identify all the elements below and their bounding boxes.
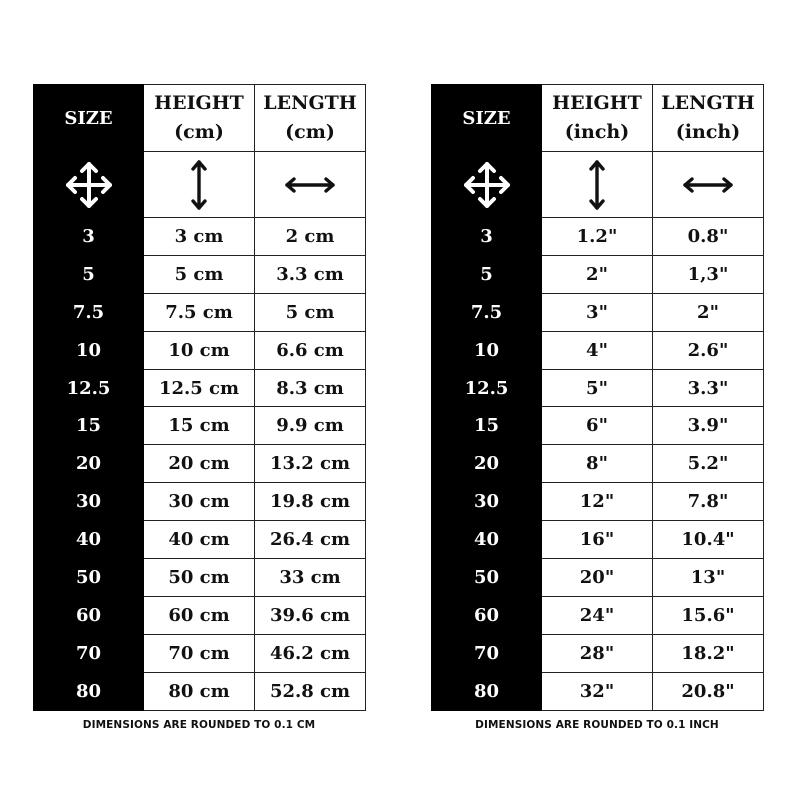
cm-height-cell: 5 cm bbox=[144, 255, 255, 293]
cm-size-chart bbox=[33, 84, 365, 731]
cm-size-table bbox=[33, 84, 366, 711]
vertical-arrow-icon bbox=[587, 159, 607, 211]
move-arrows-icon bbox=[62, 158, 116, 212]
inch-height-cell: 32" bbox=[542, 672, 653, 710]
cm-height-cell: 70 cm bbox=[144, 634, 255, 672]
inch-length-cell: 5.2" bbox=[653, 445, 764, 483]
cm-length-cell: 19.8 cm bbox=[255, 483, 366, 521]
cm-table-row bbox=[34, 293, 366, 331]
inch-size-cell: 80 bbox=[432, 672, 542, 710]
inch-size-cell: 50 bbox=[432, 559, 542, 597]
cm-size-cell: 7.5 bbox=[34, 293, 144, 331]
cm-size-icon-cell bbox=[34, 152, 144, 218]
cm-size-cell: 5 bbox=[34, 255, 144, 293]
inch-length-cell: 2" bbox=[653, 293, 764, 331]
cm-size-cell: 15 bbox=[34, 407, 144, 445]
cm-length-cell: 52.8 cm bbox=[255, 672, 366, 710]
cm-height-cell: 20 cm bbox=[144, 445, 255, 483]
cm-table-row bbox=[34, 483, 366, 521]
cm-size-cell: 3 bbox=[34, 218, 144, 256]
cm-length-header bbox=[255, 85, 366, 152]
cm-icon-row bbox=[34, 152, 366, 218]
cm-table-row bbox=[34, 218, 366, 256]
cm-height-cell: 3 cm bbox=[144, 218, 255, 256]
inch-size-header: SIZE bbox=[432, 85, 542, 152]
inch-icon-row bbox=[432, 152, 764, 218]
inch-table-row bbox=[432, 255, 764, 293]
inch-length-cell: 0.8" bbox=[653, 218, 764, 256]
inch-height-icon-cell bbox=[542, 152, 653, 218]
inch-footnote: DIMENSIONS ARE ROUNDED TO 0.1 INCH bbox=[475, 718, 719, 731]
inch-height-cell: 20" bbox=[542, 559, 653, 597]
inch-size-chart bbox=[431, 84, 763, 731]
cm-table-row bbox=[34, 445, 366, 483]
cm-size-cell: 30 bbox=[34, 483, 144, 521]
cm-length-cell: 26.4 cm bbox=[255, 521, 366, 559]
inch-size-table bbox=[431, 84, 764, 711]
cm-size-cell: 80 bbox=[34, 672, 144, 710]
cm-size-cell: 60 bbox=[34, 596, 144, 634]
move-arrows-icon bbox=[460, 158, 514, 212]
inch-table-row bbox=[432, 331, 764, 369]
cm-height-cell: 30 cm bbox=[144, 483, 255, 521]
cm-length-cell: 13.2 cm bbox=[255, 445, 366, 483]
inch-height-cell: 8" bbox=[542, 445, 653, 483]
cm-table-row bbox=[34, 672, 366, 710]
cm-height-cell: 7.5 cm bbox=[144, 293, 255, 331]
inch-height-cell: 28" bbox=[542, 634, 653, 672]
inch-height-cell: 24" bbox=[542, 596, 653, 634]
cm-length-cell: 8.3 cm bbox=[255, 369, 366, 407]
inch-height-cell: 2" bbox=[542, 255, 653, 293]
inch-length-cell: 2.6" bbox=[653, 331, 764, 369]
inch-height-cell: 4" bbox=[542, 331, 653, 369]
inch-header-row bbox=[432, 85, 764, 152]
inch-height-cell: 3" bbox=[542, 293, 653, 331]
inch-length-cell: 7.8" bbox=[653, 483, 764, 521]
inch-length-cell: 1,3" bbox=[653, 255, 764, 293]
inch-length-icon-cell bbox=[653, 152, 764, 218]
cm-length-header-unit: (cm) bbox=[285, 121, 335, 143]
inch-length-cell: 15.6" bbox=[653, 596, 764, 634]
inch-height-header-title: HEIGHT bbox=[552, 92, 642, 114]
inch-height-header bbox=[542, 85, 653, 152]
inch-size-cell: 10 bbox=[432, 331, 542, 369]
inch-size-cell: 15 bbox=[432, 407, 542, 445]
cm-size-cell: 20 bbox=[34, 445, 144, 483]
inch-table-row bbox=[432, 445, 764, 483]
cm-size-header: SIZE bbox=[34, 85, 144, 152]
inch-length-cell: 20.8" bbox=[653, 672, 764, 710]
cm-length-header-title: LENGTH bbox=[263, 92, 357, 114]
inch-length-header-title: LENGTH bbox=[661, 92, 755, 114]
inch-size-cell: 30 bbox=[432, 483, 542, 521]
inch-table-row bbox=[432, 521, 764, 559]
cm-length-cell: 46.2 cm bbox=[255, 634, 366, 672]
cm-height-header-title: HEIGHT bbox=[154, 92, 244, 114]
cm-length-cell: 2 cm bbox=[255, 218, 366, 256]
inch-length-header-unit: (inch) bbox=[675, 121, 741, 143]
cm-length-cell: 5 cm bbox=[255, 293, 366, 331]
inch-height-header-unit: (inch) bbox=[564, 121, 630, 143]
inch-height-cell: 16" bbox=[542, 521, 653, 559]
inch-height-cell: 6" bbox=[542, 407, 653, 445]
inch-height-cell: 1.2" bbox=[542, 218, 653, 256]
inch-table-row bbox=[432, 369, 764, 407]
inch-table-row bbox=[432, 218, 764, 256]
inch-table-row bbox=[432, 559, 764, 597]
cm-height-header-unit: (cm) bbox=[174, 121, 224, 143]
inch-length-cell: 18.2" bbox=[653, 634, 764, 672]
cm-height-cell: 12.5 cm bbox=[144, 369, 255, 407]
cm-table-row bbox=[34, 407, 366, 445]
vertical-arrow-icon bbox=[189, 159, 209, 211]
inch-height-cell: 12" bbox=[542, 483, 653, 521]
inch-length-cell: 13" bbox=[653, 559, 764, 597]
cm-size-cell: 50 bbox=[34, 559, 144, 597]
cm-table-row bbox=[34, 559, 366, 597]
cm-height-icon-cell bbox=[144, 152, 255, 218]
cm-table-row bbox=[34, 596, 366, 634]
inch-size-cell: 60 bbox=[432, 596, 542, 634]
inch-size-cell: 5 bbox=[432, 255, 542, 293]
cm-table-row bbox=[34, 255, 366, 293]
inch-table-row bbox=[432, 293, 764, 331]
cm-length-cell: 33 cm bbox=[255, 559, 366, 597]
inch-length-cell: 3.9" bbox=[653, 407, 764, 445]
cm-size-cell: 40 bbox=[34, 521, 144, 559]
inch-length-header bbox=[653, 85, 764, 152]
cm-length-cell: 3.3 cm bbox=[255, 255, 366, 293]
cm-length-icon-cell bbox=[255, 152, 366, 218]
inch-size-icon-cell bbox=[432, 152, 542, 218]
inch-table-row bbox=[432, 483, 764, 521]
cm-height-cell: 15 cm bbox=[144, 407, 255, 445]
cm-length-cell: 39.6 cm bbox=[255, 596, 366, 634]
inch-table-row bbox=[432, 407, 764, 445]
inch-size-cell: 3 bbox=[432, 218, 542, 256]
cm-height-cell: 80 cm bbox=[144, 672, 255, 710]
cm-height-cell: 50 cm bbox=[144, 559, 255, 597]
inch-length-cell: 10.4" bbox=[653, 521, 764, 559]
inch-size-cell: 12.5 bbox=[432, 369, 542, 407]
inch-size-cell: 20 bbox=[432, 445, 542, 483]
inch-table-row bbox=[432, 634, 764, 672]
inch-size-cell: 7.5 bbox=[432, 293, 542, 331]
cm-length-cell: 6.6 cm bbox=[255, 331, 366, 369]
inch-table-row bbox=[432, 672, 764, 710]
inch-height-cell: 5" bbox=[542, 369, 653, 407]
cm-header-row bbox=[34, 85, 366, 152]
cm-height-cell: 60 cm bbox=[144, 596, 255, 634]
horizontal-arrow-icon bbox=[284, 175, 336, 195]
cm-height-header bbox=[144, 85, 255, 152]
cm-table-row bbox=[34, 331, 366, 369]
horizontal-arrow-icon bbox=[682, 175, 734, 195]
cm-length-cell: 9.9 cm bbox=[255, 407, 366, 445]
cm-height-cell: 10 cm bbox=[144, 331, 255, 369]
inch-table-row bbox=[432, 596, 764, 634]
cm-table-row bbox=[34, 634, 366, 672]
cm-table-row bbox=[34, 369, 366, 407]
inch-size-cell: 70 bbox=[432, 634, 542, 672]
inch-length-cell: 3.3" bbox=[653, 369, 764, 407]
cm-size-cell: 10 bbox=[34, 331, 144, 369]
cm-table-row bbox=[34, 521, 366, 559]
cm-footnote: DIMENSIONS ARE ROUNDED TO 0.1 CM bbox=[82, 718, 316, 731]
inch-size-cell: 40 bbox=[432, 521, 542, 559]
cm-size-cell: 12.5 bbox=[34, 369, 144, 407]
cm-size-cell: 70 bbox=[34, 634, 144, 672]
cm-height-cell: 40 cm bbox=[144, 521, 255, 559]
